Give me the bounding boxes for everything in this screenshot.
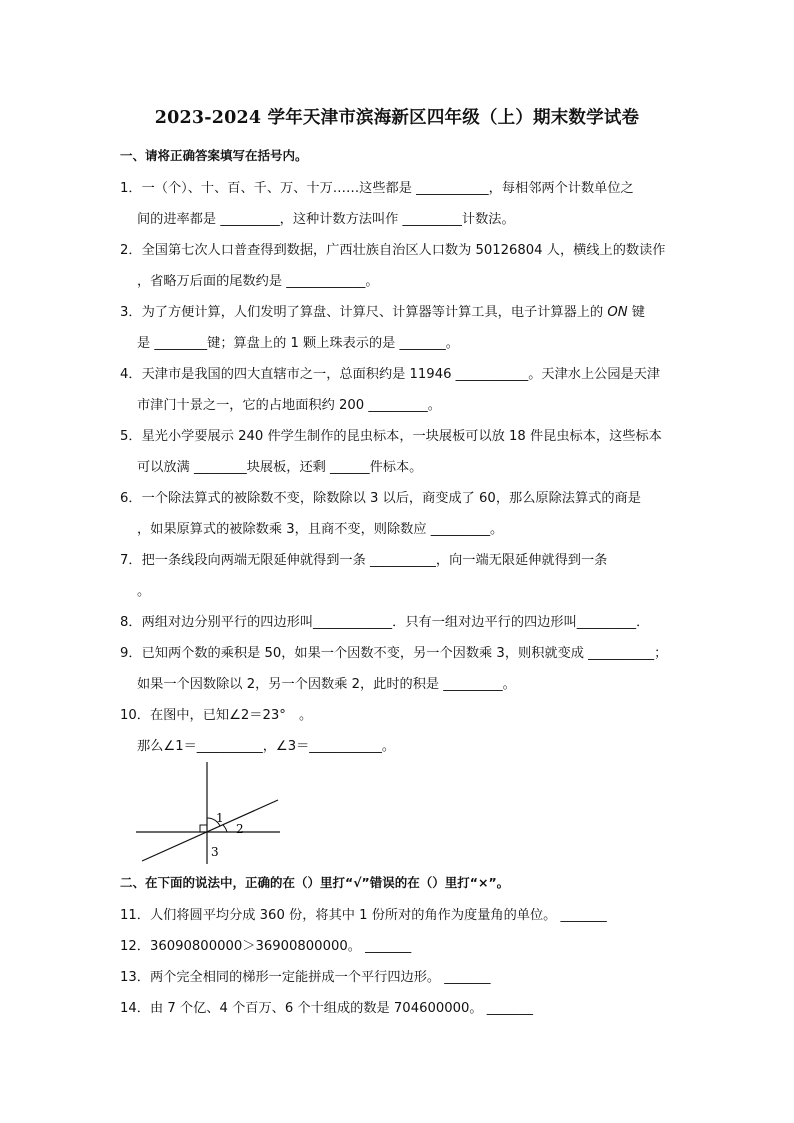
- question-13: 13．两个完全相同的梯形一定能拼成一个平行四边形。 _______: [120, 970, 491, 985]
- angle-label-1: 1: [216, 811, 224, 825]
- angle-2-arc: [223, 825, 227, 832]
- question-6-line-1: 6．一个除法算式的被除数不变，除数除以 3 以后，商变成了 60，那么原除法算式的商是: [120, 491, 641, 506]
- section-2-heading: 二、在下面的说法中，正确的在（）里打“√”错误的在（）里打“×”。: [120, 875, 510, 890]
- angle-label-3: 3: [211, 845, 219, 859]
- angle-label-2: 2: [236, 822, 244, 836]
- page-title: 2023-2024 学年天津市滨海新区四年级（上）期末数学试卷: [154, 108, 640, 128]
- question-7-line-2: 。: [137, 584, 151, 599]
- slanted-line: [142, 800, 278, 861]
- question-1-line-1: 1．一（个）、十、百、千、万、十万……这些都是 ___________，每相邻两个计数单位之: [120, 181, 634, 196]
- on-key-label: ON: [607, 305, 628, 320]
- question-11: 11．人们将圆平均分成 360 份，将其中 1 份所对的角作为度量角的单位。 _______: [120, 908, 607, 923]
- question-9-line-2: 如果一个因数除以 2，另一个因数乘 2，此时的积是 _________。: [137, 677, 516, 692]
- question-4-line-1: 4．天津市是我国的四大直辖市之一，总面积约是 11946 ___________。天津水上公园是天津: [120, 367, 661, 382]
- question-10-line-1: 10．在图中，已知∠2＝23° 。: [120, 708, 313, 723]
- question-2-line-1: 2．全国第七次人口普查得到数据，广西壮族自治区人口数为 50126804 人，横线上的数读作: [120, 243, 666, 258]
- question-3-line-2: 是 ________键；算盘上的 1 颗上珠表示的是 _______。: [137, 336, 459, 351]
- question-6-line-2: ，如果原算式的被除数乘 3，且商不变，则除数应 _________。: [137, 522, 504, 537]
- question-2-line-2: ，省略万后面的尾数约是 ____________。: [137, 274, 379, 289]
- question-14: 14．由 7 个亿、4 个百万、6 个十组成的数是 704600000。 _______: [120, 1001, 533, 1016]
- question-9-line-1: 9．已知两个数的乘积是 50，如果一个因数不变，另一个因数乘 3，则积就变成 __________；: [120, 646, 668, 661]
- question-3-text-end: 键: [627, 305, 645, 320]
- question-3-line-1: [120, 301, 645, 320]
- section-1-heading: 一、请将正确答案填写在括号内。: [120, 148, 308, 163]
- question-10-line-2: 那么∠1＝__________，∠3＝___________。: [137, 739, 396, 754]
- question-12: 12．36090800000＞36900800000。 _______: [120, 939, 412, 954]
- question-3-text: 3．为了方便计算，人们发明了算盘、计算尺、计算器等计算工具，电子计算器上的: [120, 305, 608, 320]
- question-5-line-1: 5．星光小学要展示 240 件学生制作的昆虫标本，一块展板可以放 18 件昆虫标本，这些标本: [120, 429, 662, 444]
- right-angle-mark: [200, 825, 207, 832]
- question-5-line-2: 可以放满 ________块展板，还剩 ______件标本。: [137, 460, 423, 475]
- angle-diagram: [132, 760, 282, 866]
- question-7-line-1: 7．把一条线段向两端无限延伸就得到一条 __________，向一端无限延伸就得到一条: [120, 553, 608, 568]
- question-8-line-1: 8．两组对边分别平行的四边形叫____________．只有一组对边平行的四边形叫_________．: [120, 615, 650, 630]
- question-4-line-2: 市津门十景之一，它的占地面积约 200 _________。: [137, 398, 441, 413]
- question-1-line-2: 间的进率都是 _________，这种计数方法叫作 _________计数法。: [137, 212, 515, 227]
